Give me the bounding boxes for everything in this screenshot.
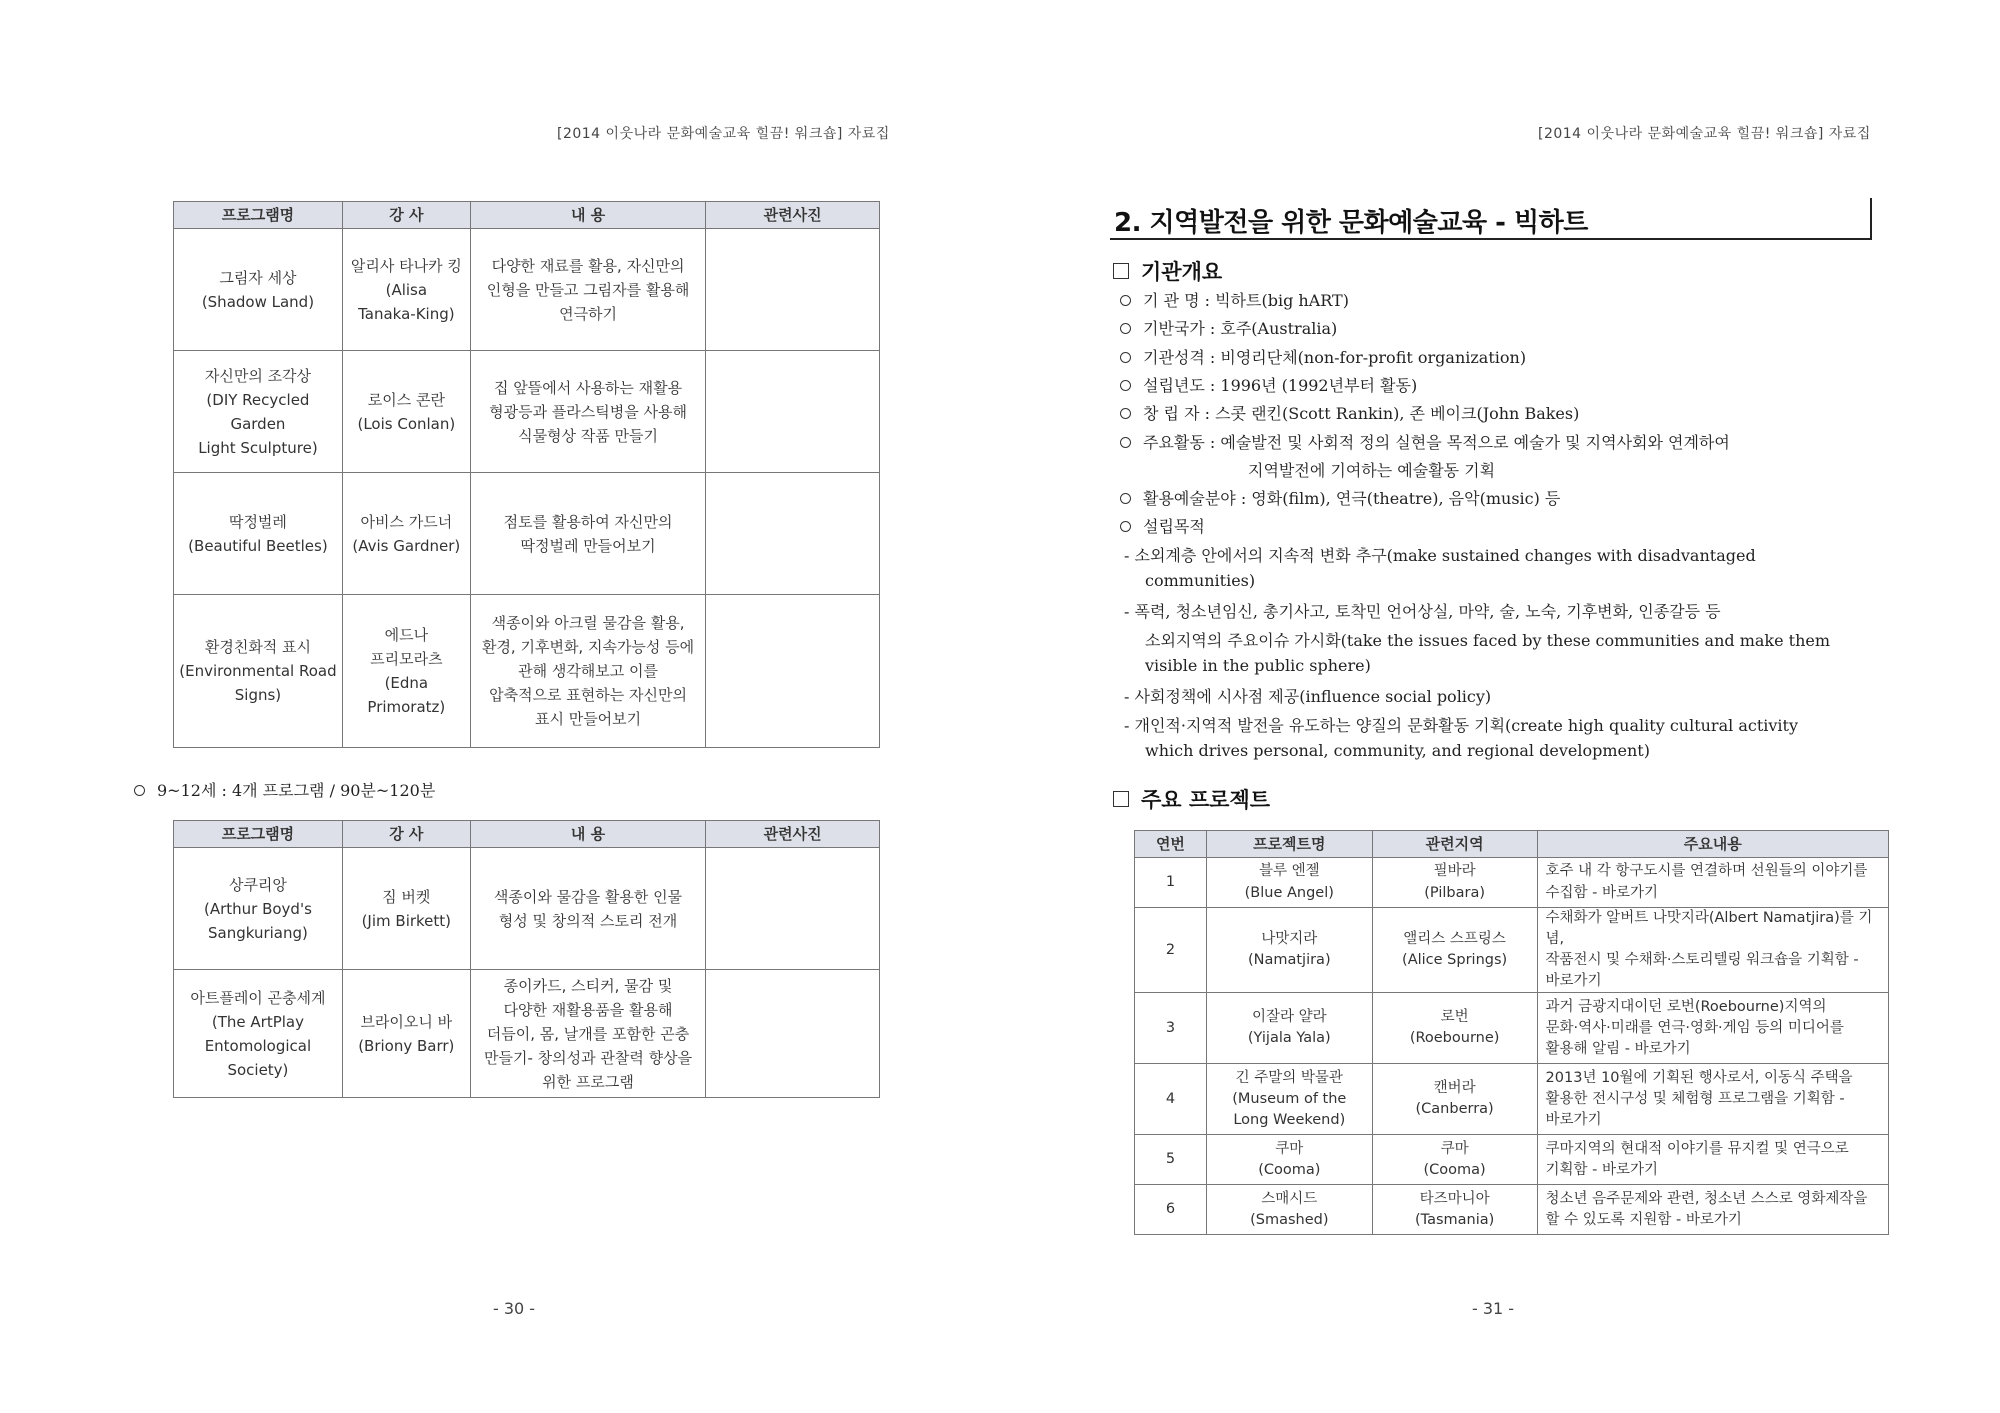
project-name-line: 긴 주말의 박물관 (1235, 1069, 1343, 1086)
circle-bullet-icon (1120, 521, 1131, 532)
info-text: which drives personal, community, and regional development) (1145, 740, 1650, 760)
table-row (174, 848, 880, 970)
program-name-line: Sangkuriang) (207, 923, 308, 942)
project-number-cell: 6 (1135, 1185, 1207, 1235)
project-name-line: (Museum of the (1232, 1090, 1347, 1107)
content-line: 다양한 재활용품을 활용해 (503, 1000, 673, 1019)
project-description-line: 문화·역사·미래를 연극·영화·게임 등의 미디어를 (1545, 1019, 1844, 1036)
column-header: 내 용 (470, 821, 706, 848)
column-header: 프로그램명 (174, 202, 343, 229)
content-line: 위한 프로그램 (542, 1072, 634, 1091)
table-row (1135, 1185, 1889, 1235)
program-name-cell (174, 351, 343, 473)
info-line (1124, 599, 1721, 622)
age-group-subheading: 9~12세 : 4개 프로그램 / 90분~120분 (134, 778, 435, 801)
column-header: 프로그램명 (174, 821, 343, 848)
photo-cell (706, 595, 880, 748)
info-line (1120, 316, 1337, 339)
instructor-line: (Edna Primoratz) (367, 674, 446, 716)
info-text: visible in the public sphere) (1145, 655, 1371, 675)
content-cell (470, 848, 706, 970)
info-line (1124, 713, 1798, 736)
photo-cell (706, 848, 880, 970)
project-description-line: 2013년 10월에 기획된 행사로서, 이동식 주택을 (1545, 1069, 1853, 1086)
circle-bullet-icon (1120, 493, 1131, 504)
project-name-line: Long Weekend) (1233, 1111, 1346, 1128)
info-line (1120, 288, 1349, 311)
info-line (1120, 373, 1417, 396)
content-cell (470, 351, 706, 473)
instructor-line: (Jim Birkett) (361, 911, 452, 930)
instructor-cell (342, 848, 470, 970)
info-line (1120, 345, 1526, 368)
column-header: 관련사진 (706, 202, 880, 229)
info-line (1120, 486, 1560, 509)
project-region-cell (1372, 1185, 1537, 1235)
content-cell (470, 229, 706, 351)
left-page-number: - 30 - (493, 1299, 536, 1318)
circle-bullet-icon (1120, 295, 1131, 306)
content-line: 환경, 기후변화, 지속가능성 등에 (481, 638, 695, 656)
program-name-line: 환경친화적 표시 (204, 638, 312, 656)
program-name-cell (174, 595, 343, 748)
info-text: 기반국가 : 호주(Australia) (1143, 319, 1338, 339)
info-line (1145, 741, 1650, 760)
content-line: 만들기- 창의성과 관찰력 향상을 (483, 1048, 693, 1067)
project-name-line: (Smashed) (1250, 1211, 1329, 1228)
info-text: 기 관 명 : 빅하트(big hART) (1143, 291, 1349, 310)
project-name-cell (1206, 1064, 1372, 1135)
project-description-line: 활용해 알림 - 바로가기 (1545, 1040, 1691, 1057)
project-region-line: 필바라 (1433, 863, 1476, 880)
content-cell (470, 595, 706, 748)
right-page-header: [2014 이웃나라 문화예술교육 힐끔! 워크숍] 자료집 (1538, 126, 1871, 142)
project-description-line: 수채화가 알버트 나맛지라(Albert Namatjira)를 기념, (1545, 910, 1873, 948)
instructor-line: (Avis Gardner) (352, 536, 461, 555)
project-region-line: (Alice Springs) (1402, 952, 1508, 969)
program-name-line: (Environmental Road (179, 662, 337, 680)
project-name-line: 나맛지라 (1261, 931, 1318, 948)
photo-cell (706, 229, 880, 351)
table-row (174, 970, 880, 1098)
info-line (1120, 430, 1730, 453)
program-name-line: (DIY Recycled Garden (206, 390, 310, 433)
photo-cell (706, 351, 880, 473)
instructor-cell (342, 229, 470, 351)
project-description-line: 과거 금광지대이던 로번(Roebourne)지역의 (1545, 998, 1827, 1015)
project-name-line: 블루 엔젤 (1258, 863, 1320, 880)
content-line: 집 앞뜰에서 사용하는 재활용 (493, 378, 683, 397)
project-region-cell (1372, 993, 1537, 1064)
checkbox-square-icon (1113, 791, 1129, 807)
program-name-cell (174, 229, 343, 351)
table-row (1135, 1135, 1889, 1185)
project-name-line: 이잘라 얄라 (1251, 1009, 1327, 1026)
project-description-cell (1537, 1185, 1888, 1235)
column-header: 내 용 (470, 202, 706, 229)
info-line (1145, 628, 1830, 651)
content-line: 인형을 만들고 그림자를 활용해 (486, 280, 690, 299)
info-text: 창 립 자 : 스콧 랜킨(Scott Rankin), 존 베이크(John Bakes) (1143, 404, 1580, 424)
project-region-line: 앨리스 스프링스 (1403, 931, 1506, 948)
project-description-line: 바로가기 (1545, 1111, 1602, 1128)
left-page-header: [2014 이웃나라 문화예술교육 힐끔! 워크숍] 자료집 (557, 126, 890, 142)
project-name-line: 스매시드 (1261, 1190, 1318, 1207)
project-number-cell: 5 (1135, 1135, 1207, 1185)
program-name-line: 자신만의 조각상 (204, 366, 312, 385)
info-line (1248, 458, 1495, 481)
instructor-cell (342, 970, 470, 1098)
project-region-line: 로번 (1440, 1009, 1469, 1026)
program-name-cell (174, 848, 343, 970)
info-line (1145, 571, 1255, 590)
circle-bullet-icon (1120, 380, 1131, 391)
project-name-cell (1206, 908, 1372, 993)
program-name-line: 그림자 세상 (219, 268, 297, 287)
project-region-line: (Tasmania) (1414, 1211, 1495, 1228)
program-table-1 (173, 201, 880, 748)
program-name-line: 딱정벌레 (228, 512, 287, 531)
project-description-line: 쿠마지역의 현대적 이야기를 뮤지컬 및 연극으로 (1545, 1140, 1849, 1157)
column-header: 강 사 (342, 821, 470, 848)
instructor-line: 프리모라츠 (370, 650, 443, 668)
section-title: 2. 지역발전을 위한 문화예술교육 - 빅하트 (1114, 208, 1588, 238)
project-region-cell (1372, 858, 1537, 908)
program-name-line: (Beautiful Beetles) (188, 536, 328, 555)
info-text: 주요활동 : 예술발전 및 사회적 정의 실현을 목적으로 예술가 및 지역사회와 연계하여 (1143, 432, 1730, 452)
content-line: 형성 및 창의적 스토리 전개 (498, 911, 678, 930)
program-name-line: (The ArtPlay (211, 1012, 304, 1031)
column-header: 관련지역 (1372, 831, 1537, 858)
project-description-line: 할 수 있도록 지원함 - 바로가기 (1545, 1211, 1742, 1228)
content-line: 압축적으로 표현하는 자신만의 (489, 686, 688, 704)
program-name-line: 상쿠리앙 (228, 875, 287, 894)
info-text: 지역발전에 기여하는 예술활동 기획 (1248, 460, 1496, 480)
project-description-line: 작품전시 및 수채화·스토리텔링 워크숍을 기획함 - (1545, 952, 1859, 969)
project-region-line: 타즈마니아 (1419, 1190, 1490, 1207)
content-line: 식물형상 작품 만들기 (518, 426, 659, 445)
project-region-line: (Cooma) (1423, 1161, 1486, 1178)
table-row (1135, 908, 1889, 993)
project-number-cell: 4 (1135, 1064, 1207, 1135)
info-line (1120, 401, 1579, 424)
column-header: 연번 (1135, 831, 1207, 858)
project-description-line: 기획함 - 바로가기 (1545, 1161, 1659, 1178)
program-name-line: (Arthur Boyd's (203, 899, 312, 918)
column-header: 프로젝트명 (1206, 831, 1372, 858)
program-name-line: 아트플레이 곤충세계 (190, 988, 326, 1007)
instructor-cell (342, 473, 470, 595)
project-name-cell (1206, 1135, 1372, 1185)
table-row (174, 473, 880, 595)
info-line (1120, 514, 1205, 537)
table-row (174, 351, 880, 473)
project-description-cell (1537, 908, 1888, 993)
info-text: 기관성격 : 비영리단체(non-for-profit organization) (1143, 347, 1527, 367)
instructor-line: 에드나 (384, 626, 429, 644)
project-region-line: (Roebourne) (1409, 1030, 1500, 1047)
info-text: 설립년도 : 1996년 (1992년부터 활동) (1143, 375, 1418, 395)
content-line: 연극하기 (559, 304, 618, 323)
program-table-2 (173, 820, 880, 1098)
photo-cell (706, 473, 880, 595)
content-line: 다양한 재료를 활용, 자신만의 (491, 256, 685, 275)
projects-table (1134, 830, 1889, 1235)
table-row (1135, 858, 1889, 908)
instructor-line: 알리사 타나카 킹 (350, 256, 462, 275)
info-text: communities) (1145, 571, 1256, 590)
program-name-cell (174, 970, 343, 1098)
project-name-line: 쿠마 (1275, 1140, 1304, 1157)
info-text: - 폭력, 청소년임신, 총기사고, 토착민 언어상실, 마약, 술, 노숙, 기후변화, 인종갈등 등 (1124, 602, 1721, 622)
table-row (174, 229, 880, 351)
right-page-number: - 31 - (1472, 1299, 1515, 1318)
project-name-line: (Cooma) (1258, 1161, 1321, 1178)
content-cell (470, 970, 706, 1098)
project-region-cell (1372, 908, 1537, 993)
project-region-cell (1372, 1064, 1537, 1135)
info-text: 소외지역의 주요이슈 가시화(take the issues faced by these communities and make them (1145, 630, 1831, 650)
project-number-cell: 1 (1135, 858, 1207, 908)
content-line: 관해 생각해보고 이를 (518, 662, 659, 680)
section-title-box (1110, 198, 1872, 240)
instructor-line: (Lois Conlan) (357, 414, 456, 433)
project-number-cell: 3 (1135, 993, 1207, 1064)
circle-bullet-icon (1120, 323, 1131, 334)
program-name-line: (Shadow Land) (201, 292, 315, 311)
instructor-line: 브라이오니 바 (360, 1012, 453, 1031)
project-region-line: 캔버라 (1433, 1080, 1476, 1097)
photo-cell (706, 970, 880, 1098)
table-row (174, 595, 880, 748)
project-region-line: (Canberra) (1415, 1101, 1494, 1118)
instructor-cell (342, 351, 470, 473)
project-description-cell (1537, 1135, 1888, 1185)
project-description-line: 수집함 - 바로가기 (1545, 884, 1659, 901)
section-heading-projects: 주요 프로젝트 (1113, 784, 1270, 814)
table-row (1135, 1064, 1889, 1135)
project-region-line: (Pilbara) (1424, 884, 1485, 901)
instructor-line: 아비스 가드너 (360, 512, 453, 531)
content-line: 종이카드, 스티커, 물감 및 (503, 976, 673, 995)
info-text: - 소외계층 안에서의 지속적 변화 추구(make sustained changes with disadvantaged (1124, 545, 1756, 565)
circle-bullet-icon (1120, 352, 1131, 363)
instructor-line: Tanaka-King) (358, 304, 455, 323)
project-name-cell (1206, 858, 1372, 908)
column-header: 주요내용 (1537, 831, 1888, 858)
project-description-line: 활용한 전시구성 및 체험형 프로그램을 기획함 - (1545, 1090, 1845, 1107)
project-name-line: (Blue Angel) (1244, 884, 1334, 901)
content-cell (470, 473, 706, 595)
content-line: 형광등과 플라스틱병을 사용해 (489, 402, 688, 421)
content-line: 색종이와 물감을 활용한 인물 (493, 887, 683, 906)
circle-bullet-icon (1120, 437, 1131, 448)
project-region-line: 쿠마 (1440, 1140, 1469, 1157)
info-line (1124, 684, 1491, 707)
content-line: 표시 만들어보기 (534, 710, 642, 728)
project-name-cell (1206, 993, 1372, 1064)
program-name-line: Signs) (234, 686, 282, 704)
circle-bullet-icon (134, 785, 145, 796)
content-line: 더듬이, 몸, 날개를 포함한 곤충 (486, 1024, 690, 1043)
project-number-cell: 2 (1135, 908, 1207, 993)
circle-bullet-icon (1120, 408, 1131, 419)
program-name-line: Light Sculpture) (198, 438, 318, 457)
program-name-line: Entomological Society) (204, 1036, 312, 1079)
info-line (1124, 543, 1756, 566)
project-name-line: (Yijala Yala) (1247, 1030, 1331, 1047)
info-text: 활용예술분야 : 영화(film), 연극(theatre), 음악(music) 등 (1143, 489, 1561, 509)
column-header: 강 사 (342, 202, 470, 229)
project-description-line: 호주 내 각 항구도시를 연결하며 선원들의 이야기를 (1545, 863, 1868, 880)
instructor-line: 로이스 콘란 (367, 390, 445, 409)
project-name-line: (Namatjira) (1247, 952, 1331, 969)
content-line: 점토를 활용하여 자신만의 (503, 512, 673, 531)
project-description-line: 청소년 음주문제와 관련, 청소년 스스로 영화제작을 (1545, 1190, 1868, 1207)
info-text: 설립목적 (1143, 517, 1205, 537)
instructor-line: (Briony Barr) (358, 1036, 455, 1055)
instructor-line: (Alisa (385, 280, 428, 299)
info-text: - 사회정책에 시사점 제공(influence social policy) (1124, 687, 1492, 707)
project-description-cell (1537, 858, 1888, 908)
project-description-cell (1537, 993, 1888, 1064)
content-line: 색종이와 아크릴 물감을 활용, (491, 614, 685, 632)
content-line: 딱정벌레 만들어보기 (520, 536, 656, 555)
table-row (1135, 993, 1889, 1064)
section-heading-overview: 기관개요 (1113, 256, 1222, 286)
project-name-cell (1206, 1185, 1372, 1235)
instructor-cell (342, 595, 470, 748)
checkbox-square-icon (1113, 263, 1129, 279)
info-text: - 개인적·지역적 발전을 유도하는 양질의 문화활동 기획(create high quality cultural activity (1124, 715, 1798, 735)
column-header: 관련사진 (706, 821, 880, 848)
project-description-cell (1537, 1064, 1888, 1135)
project-description-line: 바로가기 (1545, 973, 1602, 990)
info-line (1145, 656, 1371, 675)
instructor-line: 짐 버켓 (382, 887, 431, 906)
project-region-cell (1372, 1135, 1537, 1185)
program-name-cell (174, 473, 343, 595)
